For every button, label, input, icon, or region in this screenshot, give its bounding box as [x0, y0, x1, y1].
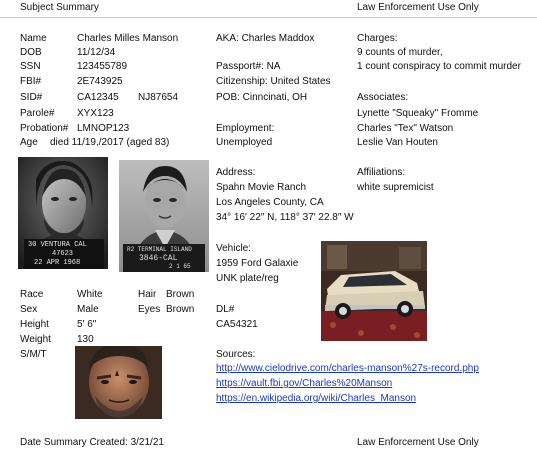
header-title: Subject Summary: [20, 2, 99, 13]
subject-closeup-photo: [75, 346, 162, 419]
aka-value: AKA: Charles Maddox: [216, 33, 315, 44]
sex-label: Sex: [20, 304, 38, 315]
charges-label: Charges:: [357, 33, 398, 44]
fbi-label: FBI#: [20, 76, 42, 87]
hair-label: Hair: [138, 289, 157, 300]
address-label: Address:: [216, 167, 256, 178]
race-label: Race: [20, 289, 44, 300]
address-coordinates: 34° 16′ 22″ N, 118° 37′ 22.8″ W: [216, 212, 354, 223]
associates-label: Associates:: [357, 92, 409, 103]
associate-item: Charles "Tex" Watson: [357, 123, 454, 134]
pob-value: POB: Cinncinati, OH: [216, 92, 308, 103]
parole-value: XYX123: [77, 108, 114, 119]
mugshot-placard-line: 47623: [52, 250, 74, 258]
probation-value: LMNOP123: [77, 123, 130, 134]
vehicle-line: UNK plate/reg: [216, 273, 279, 284]
weight-value: 130: [77, 334, 94, 345]
weight-label: Weight: [20, 334, 51, 345]
charges-item: 9 counts of murder,: [357, 47, 443, 58]
mugshot-1968-photo: [18, 157, 108, 269]
ssn-label: SSN: [20, 61, 41, 72]
citizenship-value: Citizenship: United States: [216, 76, 331, 87]
associate-item: Leslie Van Houten: [357, 137, 438, 148]
sid-label: SID#: [20, 92, 43, 103]
age-label: Age: [20, 137, 38, 148]
address-line: Spahn Movie Ranch: [216, 182, 307, 193]
parole-label: Parole#: [20, 108, 55, 119]
sid-value-2: NJ87654: [138, 92, 179, 103]
smt-label: S/M/T: [20, 349, 47, 360]
height-value: 5' 6": [77, 319, 97, 330]
employment-value: Unemployed: [216, 137, 273, 148]
dl-label: DL#: [216, 304, 235, 315]
source-link-fbi-vault[interactable]: https://vault.fbi.gov/Charles%20Manson: [216, 378, 393, 389]
mugshot-placard-line: 30 VENTURA CAL: [28, 241, 87, 249]
name-value: Charles Milles Manson: [77, 33, 179, 44]
vehicle-line: 1959 Ford Galaxie: [216, 258, 299, 269]
dl-value: CA54321: [216, 319, 258, 330]
employment-label: Employment:: [216, 123, 275, 134]
mugshot-placard-line: 3846-CAL: [139, 254, 178, 263]
mugshot-placard-line: 22 APR 1968: [34, 259, 81, 267]
age-value: died 11/19,/2017 (aged 83): [50, 137, 170, 148]
footer-date-created: Date Summary Created: 3/21/21: [20, 437, 164, 448]
mugshot-placard-line: 2 1 65: [169, 263, 191, 270]
source-link-cielodrive[interactable]: http://www.cielodrive.com/charles-manson%27s-record.php: [216, 363, 479, 374]
affiliations-value: white supremicist: [357, 182, 434, 193]
eyes-label: Eyes: [138, 304, 161, 315]
header-divider: [0, 17, 537, 18]
race-value: White: [77, 289, 103, 300]
charges-item: 1 count conspiracy to commit murder: [357, 61, 521, 72]
mugshot-placard-line: R2 TERMINAL ISLAND: [127, 246, 192, 253]
height-label: Height: [20, 319, 49, 330]
vehicle-label: Vehicle:: [216, 243, 252, 254]
associate-item: Lynette "Squeaky" Fromme: [357, 108, 479, 119]
mugshot-terminal-island-photo: [119, 160, 209, 272]
ssn-value: 123455789: [77, 61, 128, 72]
probation-label: Probation#: [20, 123, 69, 134]
source-link-wikipedia[interactable]: https://en.wikipedia.org/wiki/Charles_Manson: [216, 393, 417, 404]
eyes-value: Brown: [166, 304, 195, 315]
header-classification: Law Enforcement Use Only: [357, 2, 479, 13]
affiliations-label: Affiliations:: [357, 167, 406, 178]
fbi-value: 2E743925: [77, 76, 123, 87]
vehicle-photo: [321, 241, 427, 341]
footer-classification: Law Enforcement Use Only: [357, 437, 479, 448]
address-line: Los Angeles County, CA: [216, 197, 324, 208]
hair-value: Brown: [166, 289, 195, 300]
sid-value: CA12345: [77, 92, 119, 103]
dob-value: 11/12/34: [77, 47, 116, 58]
dob-label: DOB: [20, 47, 42, 58]
passport-value: Passport#: NA: [216, 61, 281, 72]
sex-value: Male: [77, 304, 99, 315]
name-label: Name: [20, 33, 47, 44]
sources-label: Sources:: [216, 349, 256, 360]
